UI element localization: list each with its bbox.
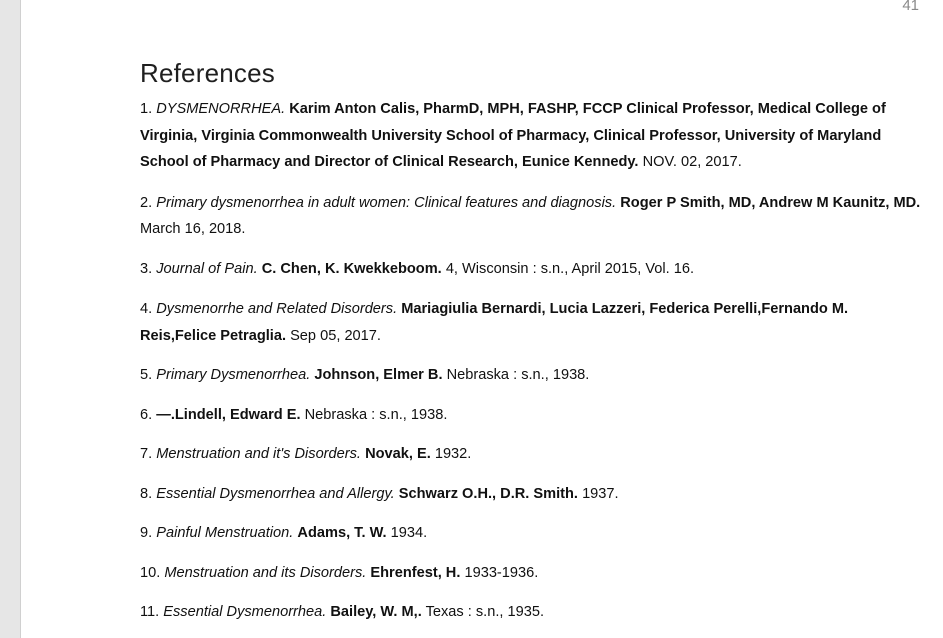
reference-authors: Karim Anton Calis, PharmD, MPH, FASHP, FCCP Clinical Professor, Medical College of Virginia, Virginia Commonwealth University School of Pharmacy, Clinical Professor, University of Maryland School of Pharmacy and Director of Clinical Research, Eunice Kennedy. [140, 101, 886, 170]
reference-item[interactable] [140, 256, 925, 283]
reference-item[interactable] [140, 560, 925, 587]
reference-details: Nebraska : s.n., 1938. [304, 406, 448, 423]
reference-item[interactable] [140, 362, 925, 389]
reference-details: NOV. 02, 2017. [642, 154, 742, 170]
reference-authors: Novak, E. [365, 446, 431, 462]
document-page [20, 0, 943, 638]
reference-details: 4, Wisconsin : s.n., April 2015, Vol. 16. [445, 260, 695, 277]
reference-number: 8. [140, 485, 153, 502]
reference-authors: Adams, T. W. [297, 525, 387, 541]
reference-authors: —.Lindell, Edward E. [156, 406, 301, 423]
reference-item[interactable] [140, 599, 925, 626]
reference-details: March 16, 2018. [140, 221, 246, 237]
reference-details: Texas : s.n., 1935. [425, 604, 545, 620]
reference-number: 10. [140, 564, 161, 581]
reference-item[interactable] [140, 402, 925, 429]
reference-number: 7. [140, 446, 153, 462]
reference-title: Primary Dysmenorrhea. [156, 367, 311, 383]
reference-title: Journal of Pain. [156, 260, 258, 277]
reference-title: Menstruation and its Disorders. [164, 564, 367, 581]
reference-title: Essential Dysmenorrhea. [163, 604, 327, 620]
reference-number: 6. [140, 406, 153, 423]
reference-authors: Bailey, W. M,. [330, 604, 422, 620]
reference-details: 1934. [390, 525, 428, 541]
reference-details: 1937. [582, 485, 619, 502]
reference-number: 5. [140, 367, 153, 383]
reference-authors: Schwarz O.H., D.R. Smith. [398, 485, 578, 502]
reference-number: 1. [140, 101, 153, 117]
reference-item[interactable] [140, 296, 925, 349]
reference-title: Primary dysmenorrhea in adult women: Clinical features and diagnosis. [156, 194, 617, 211]
reference-item[interactable] [140, 96, 925, 176]
reference-item[interactable] [140, 520, 925, 547]
reference-number: 11. [140, 604, 160, 620]
reference-title: Dysmenorrhe and Related Disorders. [156, 301, 398, 317]
reference-authors: C. Chen, K. Kwekkeboom. [261, 260, 442, 277]
reference-title: Menstruation and it's Disorders. [156, 446, 361, 462]
reference-authors: Mariagiulia Bernardi, Lucia Lazzeri, Federica Perelli,Fernando M. Reis,Felice Petraglia. [140, 301, 849, 344]
reference-authors: Ehrenfest, H. [370, 564, 461, 581]
reference-number: 4. [140, 301, 153, 317]
reference-title: Painful Menstruation. [156, 525, 294, 541]
page-number: 41 [902, 0, 919, 14]
reference-details: 1933-1936. [464, 564, 539, 581]
reference-number: 2. [140, 194, 153, 211]
reference-details: Nebraska : s.n., 1938. [446, 367, 590, 383]
reference-authors: Roger P Smith, MD, Andrew M Kaunitz, MD. [620, 194, 921, 211]
reference-list [140, 96, 925, 626]
reference-number: 9. [140, 525, 153, 541]
reference-number: 3. [140, 260, 153, 277]
reference-title: Essential Dysmenorrhea and Allergy. [156, 485, 395, 502]
reference-details: 1932. [434, 446, 472, 462]
references-heading: References [140, 58, 275, 88]
reference-item[interactable] [140, 190, 925, 243]
reference-title: DYSMENORRHEA. [156, 101, 286, 117]
reference-item[interactable] [140, 481, 925, 508]
reference-item[interactable] [140, 441, 925, 468]
reference-details: Sep 05, 2017. [290, 327, 381, 344]
reference-authors: Johnson, Elmer B. [314, 367, 443, 383]
